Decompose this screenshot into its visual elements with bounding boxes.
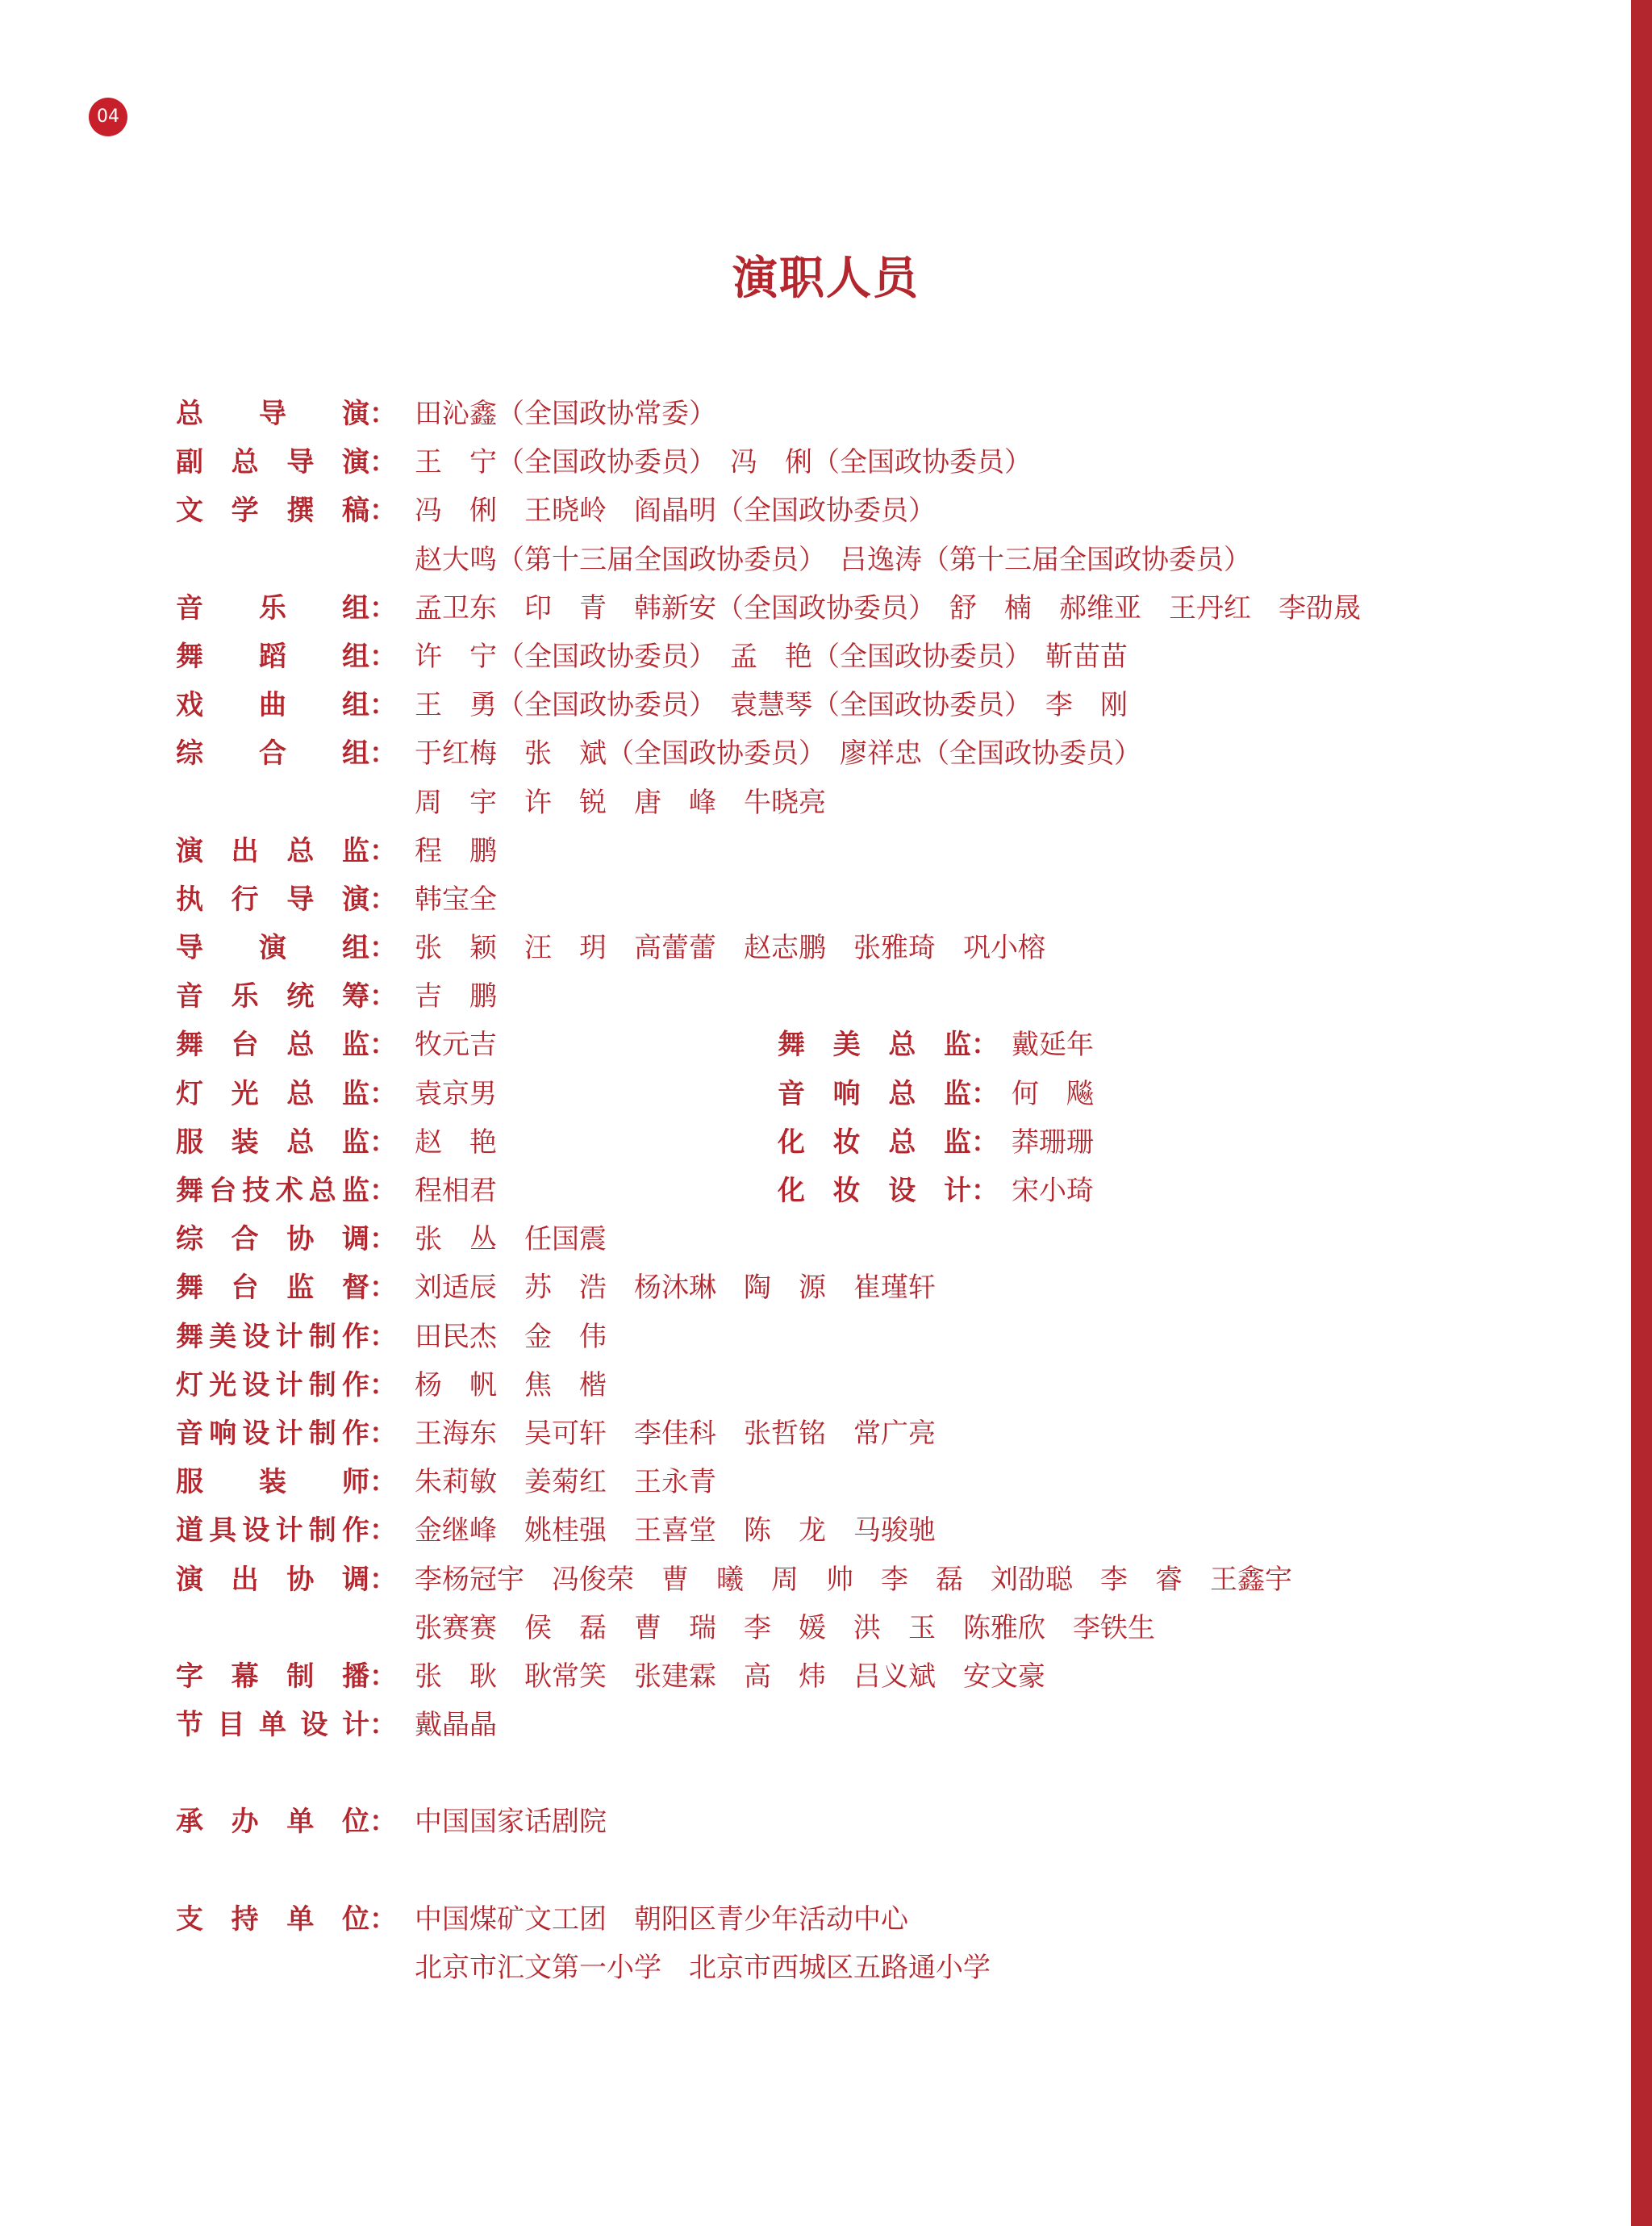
credit-role	[176, 1021, 369, 1069]
role-char: 美	[832, 1029, 861, 1062]
role-char: 位	[341, 1902, 369, 1936]
role-char: 计	[275, 1417, 303, 1450]
role-char: 计	[943, 1175, 971, 1207]
role-char: 撰	[286, 495, 315, 528]
role-char: 播	[341, 1660, 369, 1693]
role-char: 制	[308, 1368, 336, 1401]
role-char: 化	[778, 1126, 805, 1159]
role-colon: ：	[369, 1514, 397, 1547]
credit-names: 于红梅 张 斌（全国政协委员） 廖祥忠（全国政协委员）	[415, 737, 1141, 771]
credit-names: 李杨冠宇 冯俊荣 曹 曦 周 帅 李 磊 刘劭聪 李 睿 王鑫宇	[415, 1563, 1292, 1596]
credit-row	[176, 779, 1628, 827]
role-char: 监	[341, 1126, 369, 1159]
credit-names: 程 鹏	[415, 834, 497, 867]
credit-names: 王海东 吴可轩 李佳科 张哲铭 常广亮	[415, 1417, 936, 1450]
role-colon: ：	[369, 1368, 397, 1401]
credits-list	[176, 390, 1628, 1992]
role-char: 单	[259, 1709, 286, 1742]
credit-role	[176, 1118, 369, 1167]
role-char: 导	[286, 883, 315, 916]
role-char: 目	[217, 1709, 245, 1742]
role-colon: ：	[369, 689, 397, 722]
credit-row	[176, 633, 1628, 681]
role-char: 总	[231, 446, 259, 479]
credit-row	[176, 827, 1628, 875]
credit-role	[176, 924, 369, 972]
credit-role	[176, 1556, 369, 1604]
role-char: 总	[286, 834, 315, 867]
credit-names: 吉 鹏	[415, 980, 497, 1013]
credit-row	[176, 924, 1628, 972]
role-colon: ：	[369, 1272, 397, 1305]
credit-names: 张赛赛 侯 磊 曹 瑞 李 媛 洪 玉 陈雅欣 李铁生	[415, 1611, 1155, 1644]
credit-names: 冯 俐 王晓岭 阎晶明（全国政协委员）	[415, 495, 936, 528]
credit-role	[176, 1701, 369, 1749]
role-char: 技	[242, 1175, 270, 1207]
credit-names: 田民杰 金 伟	[415, 1320, 607, 1353]
credit-row	[176, 1118, 1628, 1167]
credit-row	[176, 390, 1628, 438]
credit-names: 周 宇 许 锐 唐 峰 牛晓亮	[415, 786, 826, 819]
role-char: 设	[300, 1709, 328, 1742]
credit-row	[176, 584, 1628, 633]
credit-names: 牧元吉	[415, 1029, 497, 1062]
credit-row	[176, 1167, 1628, 1215]
credit-row	[176, 1895, 1628, 1944]
role-char: 作	[341, 1368, 369, 1401]
role-char: 演	[342, 398, 369, 430]
role-char: 灯	[176, 1077, 203, 1110]
credit-row	[176, 1021, 1628, 1069]
role-colon: ：	[369, 1223, 397, 1256]
role-char: 设	[242, 1320, 270, 1353]
credit-role	[176, 1167, 369, 1215]
role-char: 设	[888, 1175, 916, 1207]
role-char: 戏	[176, 689, 203, 722]
role-char: 行	[231, 883, 259, 916]
role-char: 计	[342, 1709, 369, 1742]
credit-row	[176, 1070, 1628, 1118]
credit-role	[176, 633, 369, 681]
role-colon: ：	[369, 1466, 397, 1499]
role-colon: ：	[369, 446, 397, 479]
role-char: 术	[275, 1175, 303, 1207]
role-char: 总	[176, 398, 203, 430]
credit-row	[176, 972, 1628, 1021]
credit-names-secondary: 戴延年	[1012, 1029, 1094, 1062]
credit-role	[176, 438, 369, 487]
credit-names: 袁京男	[415, 1077, 497, 1110]
role-char: 导	[176, 932, 203, 965]
role-char: 装	[259, 1466, 286, 1499]
role-char: 蹈	[259, 640, 286, 673]
role-char: 具	[209, 1514, 237, 1547]
role-char: 制	[308, 1320, 336, 1353]
credit-names: 孟卫东 印 青 韩新安（全国政协委员） 舒 楠 郝维亚 王丹红 李劭晟	[415, 591, 1361, 624]
credit-role	[176, 1215, 369, 1263]
role-char: 计	[275, 1368, 303, 1401]
credit-names: 王 勇（全国政协委员） 袁慧琴（全国政协委员） 李 刚	[415, 689, 1128, 722]
role-char: 响	[832, 1077, 861, 1110]
credit-role-secondary	[778, 1070, 971, 1118]
credit-row	[176, 1313, 1628, 1361]
credit-row	[176, 1652, 1628, 1701]
role-char: 响	[209, 1417, 237, 1450]
role-char: 学	[231, 495, 259, 528]
credit-role	[176, 875, 369, 924]
role-char: 统	[286, 980, 315, 1013]
role-char: 总	[286, 1126, 315, 1159]
credit-role	[176, 1506, 369, 1555]
role-colon: ：	[369, 1417, 397, 1450]
credit-names: 北京市汇文第一小学 北京市西城区五路通小学	[415, 1952, 991, 1984]
role-char: 合	[259, 737, 286, 771]
credit-row	[176, 1215, 1628, 1263]
role-char: 单	[286, 1806, 315, 1839]
credit-row	[176, 1361, 1628, 1410]
role-char: 组	[342, 689, 369, 722]
role-char: 文	[176, 495, 203, 528]
role-char: 师	[342, 1466, 369, 1499]
role-char: 筹	[341, 980, 369, 1013]
role-char: 监	[943, 1126, 971, 1159]
role-colon: ：	[369, 1320, 397, 1353]
role-char: 台	[209, 1175, 237, 1207]
credit-role	[176, 390, 369, 438]
page-number-badge: 04	[89, 98, 127, 136]
credit-names: 戴晶晶	[415, 1709, 497, 1742]
role-char: 总	[308, 1175, 336, 1207]
credit-role	[176, 584, 369, 633]
role-char: 协	[286, 1563, 315, 1596]
credit-names: 赵大鸣（第十三届全国政协委员） 吕逸涛（第十三届全国政协委员）	[415, 543, 1251, 576]
credit-role	[176, 1798, 369, 1846]
role-char: 组	[342, 640, 369, 673]
role-char: 组	[342, 591, 369, 624]
credit-row	[176, 1458, 1628, 1506]
credit-row	[176, 1556, 1628, 1604]
role-char: 总	[286, 1029, 315, 1062]
role-char: 合	[231, 1223, 259, 1256]
section-gap	[176, 1847, 1628, 1895]
role-char: 乐	[259, 591, 286, 624]
role-char: 计	[275, 1514, 303, 1547]
role-char: 调	[341, 1563, 369, 1596]
credit-role	[176, 1458, 369, 1506]
role-char: 音	[778, 1077, 805, 1110]
role-char: 舞	[176, 1320, 203, 1353]
role-char: 服	[176, 1126, 203, 1159]
role-colon: ：	[369, 737, 397, 771]
role-colon: ：	[971, 1077, 999, 1110]
credit-row	[176, 438, 1628, 487]
role-colon: ：	[369, 1175, 397, 1207]
role-char: 舞	[176, 1029, 203, 1062]
role-char: 作	[341, 1417, 369, 1450]
role-char: 光	[231, 1077, 259, 1110]
role-colon: ：	[971, 1126, 999, 1159]
role-colon: ：	[369, 1806, 397, 1839]
role-char: 演	[341, 883, 369, 916]
credit-names: 张 丛 任国震	[415, 1223, 607, 1256]
credit-role-secondary	[778, 1167, 971, 1215]
role-char: 总	[888, 1029, 916, 1062]
role-char: 监	[943, 1029, 971, 1062]
role-char: 音	[176, 1417, 203, 1450]
credit-names-secondary: 莽珊珊	[1012, 1126, 1094, 1159]
role-char: 台	[231, 1029, 259, 1062]
credit-role	[176, 972, 369, 1021]
credit-names: 朱莉敏 姜菊红 王永青	[415, 1466, 716, 1499]
credit-role	[176, 1410, 369, 1458]
role-char: 妆	[832, 1175, 861, 1207]
role-colon: ：	[369, 932, 397, 965]
role-char: 幕	[231, 1660, 259, 1693]
role-char: 导	[259, 398, 286, 430]
role-char: 舞	[778, 1029, 805, 1062]
credit-names: 杨 帆 焦 楷	[415, 1368, 607, 1401]
role-char: 总	[888, 1126, 916, 1159]
credit-row	[176, 1604, 1628, 1652]
credit-row	[176, 536, 1628, 584]
credit-names-secondary: 宋小琦	[1012, 1175, 1094, 1207]
credit-names: 金继峰 姚桂强 王喜堂 陈 龙 马骏驰	[415, 1514, 936, 1547]
role-char: 副	[176, 446, 203, 479]
role-char: 办	[231, 1806, 259, 1839]
role-colon: ：	[971, 1175, 999, 1207]
role-char: 道	[176, 1514, 203, 1547]
role-char: 持	[231, 1902, 259, 1936]
credit-names: 程相君	[415, 1175, 497, 1207]
role-char: 音	[176, 591, 203, 624]
role-colon: ：	[369, 1902, 397, 1936]
credit-role	[176, 1263, 369, 1312]
role-char: 出	[231, 1563, 259, 1596]
role-char: 监	[943, 1077, 971, 1110]
role-colon: ：	[369, 591, 397, 624]
credit-names: 中国煤矿文工团 朝阳区青少年活动中心	[415, 1902, 908, 1936]
role-char: 设	[242, 1368, 270, 1401]
role-char: 监	[341, 834, 369, 867]
credit-row	[176, 487, 1628, 535]
role-char: 化	[778, 1175, 805, 1207]
role-char: 服	[176, 1466, 203, 1499]
role-char: 光	[209, 1368, 237, 1401]
role-char: 演	[259, 932, 286, 965]
credit-role	[176, 827, 369, 875]
credit-row	[176, 681, 1628, 729]
role-char: 制	[286, 1660, 315, 1693]
role-char: 组	[342, 932, 369, 965]
role-char: 督	[341, 1272, 369, 1305]
role-colon: ：	[369, 398, 397, 430]
role-char: 演	[176, 834, 203, 867]
role-char: 监	[341, 1175, 369, 1207]
credit-row	[176, 1944, 1628, 1992]
role-char: 出	[231, 834, 259, 867]
credit-row	[176, 729, 1628, 778]
role-colon: ：	[369, 1126, 397, 1159]
credit-row	[176, 1798, 1628, 1846]
role-char: 演	[176, 1563, 203, 1596]
credit-role	[176, 729, 369, 778]
role-char: 稿	[341, 495, 369, 528]
page-title: 演职人员	[732, 252, 920, 305]
role-char: 承	[176, 1806, 203, 1839]
role-char: 制	[308, 1417, 336, 1450]
role-char: 协	[286, 1223, 315, 1256]
credit-names: 王 宁（全国政协委员） 冯 俐（全国政协委员）	[415, 446, 1032, 479]
role-char: 组	[342, 737, 369, 771]
credit-names: 张 耿 耿常笑 张建霖 高 炜 吕义斌 安文豪	[415, 1660, 1045, 1693]
role-char: 乐	[231, 980, 259, 1013]
role-char: 设	[242, 1514, 270, 1547]
role-char: 位	[341, 1806, 369, 1839]
credit-role	[176, 1652, 369, 1701]
credit-names-secondary: 何 飚	[1012, 1077, 1094, 1110]
role-colon: ：	[369, 1077, 397, 1110]
role-char: 总	[888, 1077, 916, 1110]
role-char: 执	[176, 883, 203, 916]
role-colon: ：	[971, 1029, 999, 1062]
role-char: 综	[176, 1223, 203, 1256]
role-colon: ：	[369, 980, 397, 1013]
role-colon: ：	[369, 1660, 397, 1693]
credit-row	[176, 1410, 1628, 1458]
credit-names: 赵 艳	[415, 1126, 497, 1159]
role-char: 总	[286, 1077, 315, 1110]
role-char: 综	[176, 737, 203, 771]
role-colon: ：	[369, 883, 397, 916]
role-char: 作	[341, 1320, 369, 1353]
credit-names: 中国国家话剧院	[415, 1806, 607, 1839]
credit-names: 韩宝全	[415, 883, 497, 916]
role-char: 舞	[176, 1272, 203, 1305]
role-colon: ：	[369, 834, 397, 867]
role-char: 字	[176, 1660, 203, 1693]
role-char: 演	[341, 446, 369, 479]
role-char: 制	[308, 1514, 336, 1547]
credit-names: 田沁鑫（全国政协常委）	[415, 398, 716, 430]
role-colon: ：	[369, 495, 397, 528]
role-colon: ：	[369, 640, 397, 673]
credit-role-secondary	[778, 1021, 971, 1069]
role-char: 支	[176, 1902, 203, 1936]
role-colon: ：	[369, 1709, 397, 1742]
role-char: 妆	[832, 1126, 861, 1159]
role-char: 装	[231, 1126, 259, 1159]
credit-role	[176, 487, 369, 535]
section-gap	[176, 1749, 1628, 1798]
role-char: 设	[242, 1417, 270, 1450]
role-char: 单	[286, 1902, 315, 1936]
role-colon: ：	[369, 1029, 397, 1062]
credit-names: 刘适辰 苏 浩 杨沐琳 陶 源 崔瑾轩	[415, 1272, 936, 1305]
role-char: 舞	[176, 640, 203, 673]
role-char: 节	[176, 1709, 203, 1742]
role-char: 美	[209, 1320, 237, 1353]
role-char: 监	[341, 1029, 369, 1062]
credit-row	[176, 1506, 1628, 1555]
role-char: 音	[176, 980, 203, 1013]
role-char: 曲	[259, 689, 286, 722]
role-char: 导	[286, 446, 315, 479]
role-char: 作	[341, 1514, 369, 1547]
credit-role	[176, 1313, 369, 1361]
credit-role	[176, 1361, 369, 1410]
credit-row	[176, 1701, 1628, 1749]
credit-role	[176, 1070, 369, 1118]
role-char: 台	[231, 1272, 259, 1305]
role-char: 灯	[176, 1368, 203, 1401]
credit-names: 许 宁（全国政协委员） 孟 艳（全国政协委员） 靳苗苗	[415, 640, 1128, 673]
credit-role	[176, 1895, 369, 1944]
right-edge-bar	[1631, 0, 1652, 2226]
credit-row	[176, 875, 1628, 924]
role-char: 监	[341, 1077, 369, 1110]
role-char: 监	[286, 1272, 315, 1305]
role-char: 调	[341, 1223, 369, 1256]
role-colon: ：	[369, 1563, 397, 1596]
credit-role-secondary	[778, 1118, 971, 1167]
credit-names: 张 颖 汪 玥 高蕾蕾 赵志鹏 张雅琦 巩小榕	[415, 932, 1045, 965]
role-char: 计	[275, 1320, 303, 1353]
role-char: 舞	[176, 1175, 203, 1207]
credit-row	[176, 1263, 1628, 1312]
credit-role	[176, 681, 369, 729]
